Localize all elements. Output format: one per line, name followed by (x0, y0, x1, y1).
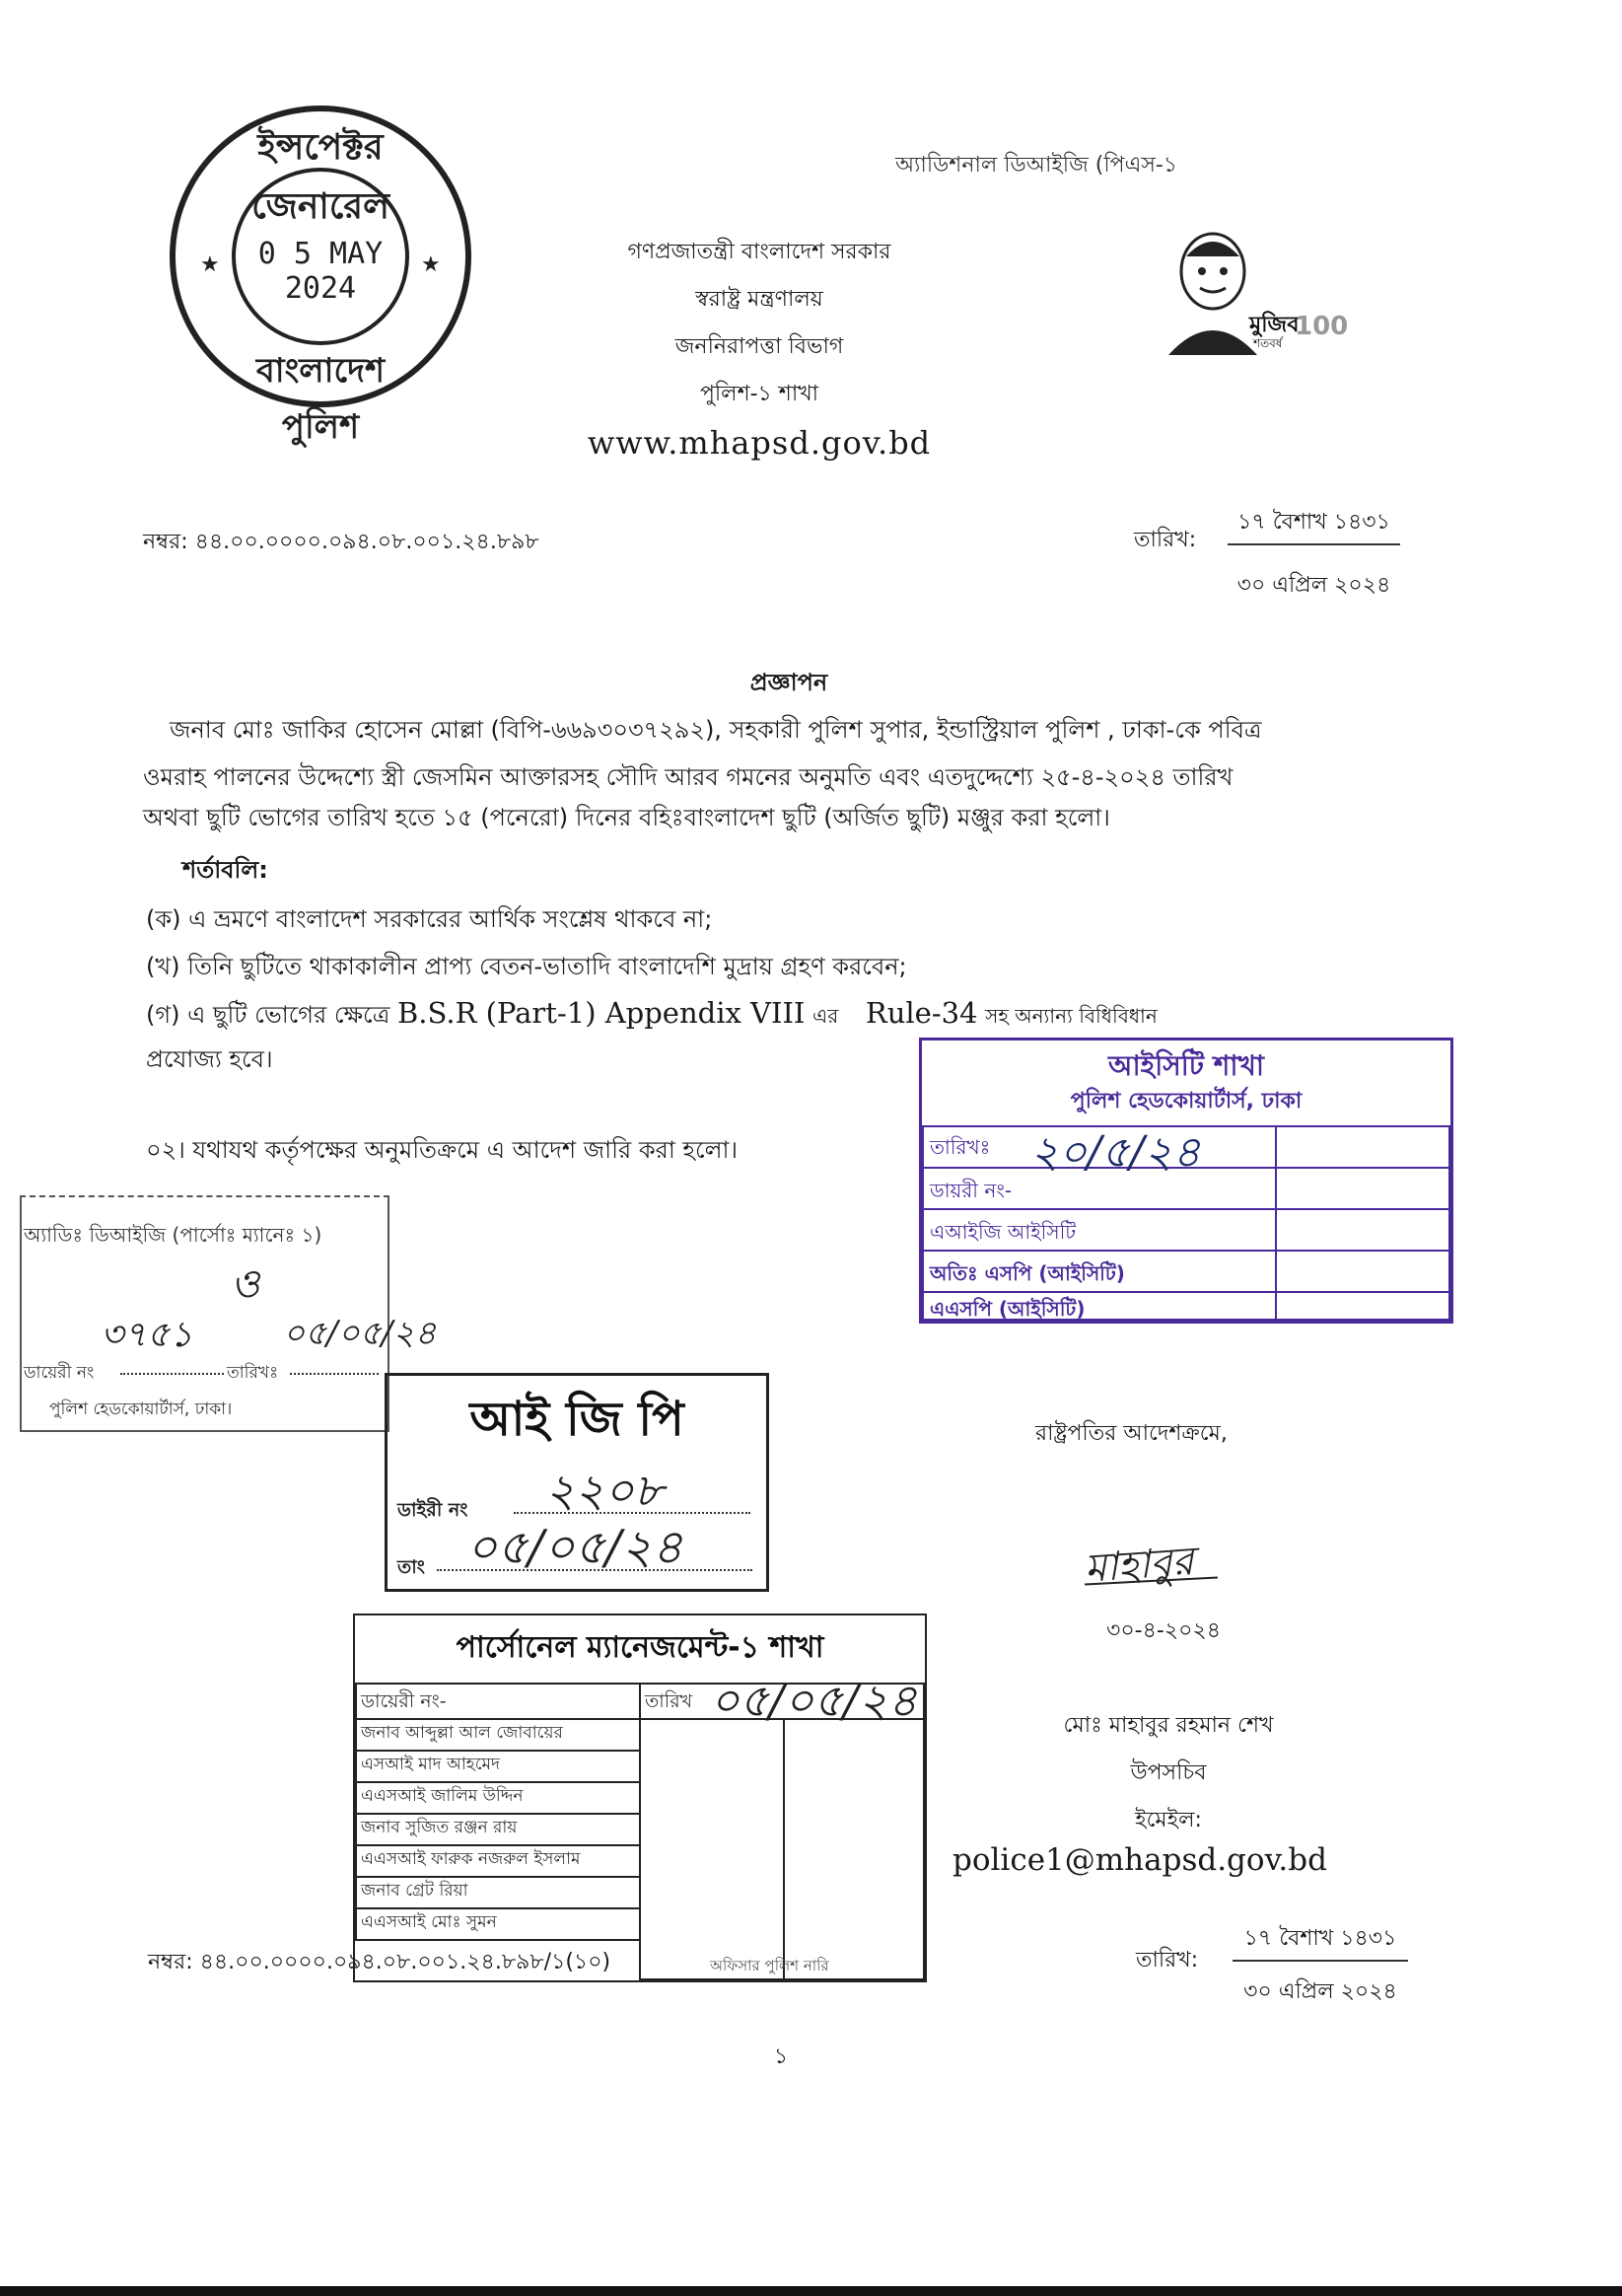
notice-para-2: ০২। যথাযথ কর্তৃপক্ষের অনুমতিক্রমে এ আদেশ জারি করা হলো। (146, 1136, 739, 1164)
pm-name-cell (355, 1781, 641, 1815)
addl-dig-date-line (290, 1373, 379, 1375)
condition-c-mid: এর (812, 1004, 839, 1028)
condition-b: (খ) তিনি ছুটিতে থাকাকালীন প্রাপ্য বেতন-ভাতাদি বাংলাদেশি মুদ্রায় গ্রহণ করবেন; (146, 953, 907, 980)
top-right-mark: অ্যাডিশনাল ডিআইজি (পিএস-১ (895, 153, 1178, 178)
pm-name-cell (355, 1813, 641, 1846)
condition-c (146, 989, 1158, 1040)
ict-row-4-cell-right (1275, 1250, 1450, 1293)
pm-name: এসআই মাদ আহমেদ (361, 1755, 500, 1774)
igp-stamp (385, 1373, 769, 1592)
igp-stamp-title: আই জি পি (469, 1392, 684, 1447)
svg-text:★: ★ (200, 252, 220, 277)
condition-c-pre: (গ) এ ছুটি ভোগের ক্ষেত্রে (146, 1001, 390, 1029)
signatory-designation: উপসচিব (1130, 1760, 1207, 1785)
pm-column-cell (783, 1718, 925, 1980)
pm-name-cell (355, 1750, 641, 1783)
ref-number: নম্বর: ৪৪.০০.০০০০.০৯৪.০৮.০০১.২৪.৮৯৮ (143, 530, 539, 554)
footer-ref-number: নম্বর: ৪৪.০০.০০০০.০৯৪.০৮.০০১.২৪.৮৯৮/১(১০) (148, 1950, 611, 1974)
ict-stamp-subtitle: পুলিশ হেডকোয়ার্টার্স, ঢাকা (1070, 1089, 1303, 1113)
header-line-1: গণপ্রজাতন্ত্রী বাংলাদেশ সরকার (627, 240, 891, 264)
ict-row-5-label: এএসপি (আইসিটি) (930, 1297, 1086, 1321)
ict-row-2-cell-right (1275, 1167, 1450, 1210)
condition-c-ref1: B.S.R (Part-1) Appendix VIII (396, 996, 806, 1030)
footer-date-bangla: ১৭ বৈশাখ ১৪৩১ (1233, 1921, 1408, 1962)
email-link[interactable]: police1@mhapsd.gov.bd (952, 1842, 1327, 1878)
logo-text: মুজিব (1249, 313, 1300, 337)
ref-date-english: ৩০ এপ্রিল ২০২৪ (1236, 573, 1391, 598)
addl-dig-hand-date: ০৫/০৫/২৪ (283, 1314, 437, 1353)
order-line: রাষ্ট্রপতির আদেশক্রমে, (1035, 1421, 1228, 1446)
ict-row-1-label: তারিখঃ (930, 1135, 991, 1159)
logo-number: 100 (1295, 312, 1349, 341)
header-website: www.mhapsd.gov.bd (587, 424, 932, 462)
pm-diary-cell (355, 1683, 641, 1720)
condition-a: (ক) এ ভ্রমণে বাংলাদেশ সরকারের আর্থিক সংশ্লেষ থাকবে না; (146, 905, 713, 933)
footer-date-label: তারিখ: (1136, 1948, 1199, 1973)
pm-name-cell (355, 1876, 641, 1909)
round-seal-stamp (163, 99, 478, 447)
mujib-100-logo (1159, 227, 1349, 360)
notice-para-line-2: ওমরাহ পালনের উদ্দেশ্যে স্ত্রী জেসমিন আক্তারসহ সৌদি আরব গমনের অনুমতি এবং এতদুদ্দেশ্যে ২৫-৪-২০২৪ তারিখ (143, 763, 1234, 791)
pm-date-hand: ০৫/০৫/২৪ (710, 1674, 918, 1727)
logo-subtext: শতবর্ষ (1253, 336, 1283, 350)
notice-para-line-1: জনাব মোঃ জাকির হোসেন মোল্লা (বিপি-৬৬৯৩০৩৭২৯২), সহকারী পুলিশ সুপার, ইন্ডাস্ট্রিয়াল পুলিশ , ঢাকা-কে পবিত্র (170, 716, 1262, 744)
svg-text:★: ★ (421, 252, 441, 277)
pm-name-cell (355, 1907, 641, 1941)
igp-date-hand: ০৫/০৫/২৪ (466, 1520, 683, 1575)
header-line-2: স্বরাষ্ট্র মন্ত্রণালয় (695, 287, 823, 312)
addl-dig-hand-mark: ও (231, 1261, 260, 1307)
ict-row-1-cell-right (1275, 1125, 1450, 1169)
pm-name: এএসআই জালিম উদ্দিন (361, 1786, 524, 1806)
addl-dig-diary-label: ডায়েরী নং (24, 1363, 95, 1383)
email-label: ইমেইল: (1135, 1808, 1202, 1832)
ict-row-3-label: এআইজি আইসিটি (930, 1220, 1077, 1244)
header-line-4: পুলিশ-১ শাখা (699, 382, 819, 406)
pm-name-cell (355, 1718, 641, 1752)
ict-row-3-cell-right (1275, 1208, 1450, 1252)
seal-bottom-text: বাংলাদেশ পুলিশ (255, 351, 386, 447)
igp-date-label: তাং (397, 1556, 425, 1578)
addl-dig-title: অ্যাডিঃ ডিআইজি (পার্সোঃ ম্যানেঃ ১) (24, 1223, 322, 1247)
seal-top-text: ইন্সপেক্টর জেনারেল (251, 127, 389, 227)
ict-row-5-cell-right (1275, 1291, 1450, 1321)
header-line-3: জননিরাপত্তা বিভাগ (674, 334, 844, 359)
condition-c-line-2: প্রযোজ্য হবে। (146, 1045, 273, 1073)
pm-name: জনাব আব্দুল্লা আল জোবায়ের (361, 1723, 563, 1743)
addl-dig-date-label: তারিখঃ (227, 1363, 279, 1383)
igp-diary-hand: ২২০৮ (545, 1464, 664, 1517)
ict-branch-stamp (919, 1038, 1453, 1324)
scan-bottom-edge (0, 2286, 1622, 2296)
addl-dig-stamp (20, 1195, 437, 1432)
pm-name-cell (355, 1844, 641, 1878)
notice-title: প্রজ্ঞাপন (749, 669, 828, 696)
header-block (513, 229, 1006, 467)
footer-date-english: ৩০ এপ্রিল ২০২৪ (1243, 1979, 1397, 2004)
page-number: ১ (773, 2045, 789, 2069)
pm-name: অফিসার পুলিশ নারি (710, 1957, 829, 1974)
signatory-name: মোঃ মাহাবুর রহমান শেখ (1063, 1713, 1274, 1738)
ict-row-4-label: অতিঃ এসপি (আইসিটি) (930, 1261, 1125, 1285)
notice-para-line-3: অথবা ছুটি ভোগের তারিখ হতে ১৫ (পনেরো) দিনের বহিঃবাংলাদেশ ছুটি (অর্জিত ছুটি) মঞ্জুর করা হলো। (143, 804, 1110, 831)
addl-dig-diary-line (120, 1373, 224, 1375)
igp-diary-label: ডাইরী নং (397, 1499, 468, 1521)
condition-c-post: সহ অন্যান্য বিধিবিধান (985, 1004, 1158, 1028)
ict-stamp-title: আইসিটি শাখা (1108, 1049, 1264, 1082)
addl-dig-footer: পুলিশ হেডকোয়ার্টার্স, ঢাকা। (49, 1399, 233, 1419)
ict-row-2-label: ডায়রী নং- (930, 1179, 1013, 1202)
pm-name: জনাব সুজিত রঞ্জন রায় (361, 1818, 518, 1837)
personnel-management-stamp (353, 1614, 927, 1982)
ict-row-1-hand-date: ২০/৫/২৪ (1030, 1127, 1201, 1178)
addl-dig-hand-number: ৩৭৫১ (101, 1315, 193, 1355)
pm-date-label: তারিখ (645, 1690, 693, 1712)
pm-diary-label: ডায়েরী নং- (361, 1690, 447, 1712)
sign-date: ৩০-৪-২০২৪ (1106, 1618, 1221, 1643)
conditions-title: শর্তাবলি: (182, 856, 268, 884)
seal-date: 0 5 MAY 2024 (257, 237, 384, 306)
pm-column-cell (639, 1718, 785, 1980)
pm-stamp-title: পার্সোনেল ম্যানেজমেন্ট-১ শাখা (456, 1630, 824, 1665)
signature-handwriting: মাহাবুর (1083, 1539, 1196, 1592)
condition-c-ref2: Rule-34 (865, 996, 978, 1030)
pm-name: জনাব গ্রেট রিয়া (361, 1881, 468, 1901)
ref-date-label: তারিখ: (1134, 528, 1197, 552)
ref-date-bangla: ১৭ বৈশাখ ১৪৩১ (1228, 505, 1400, 545)
pm-name: এএসআই মোঃ সুমন (361, 1912, 497, 1932)
pm-name: এএসআই ফারুক নজরুল ইসলাম (361, 1849, 581, 1869)
